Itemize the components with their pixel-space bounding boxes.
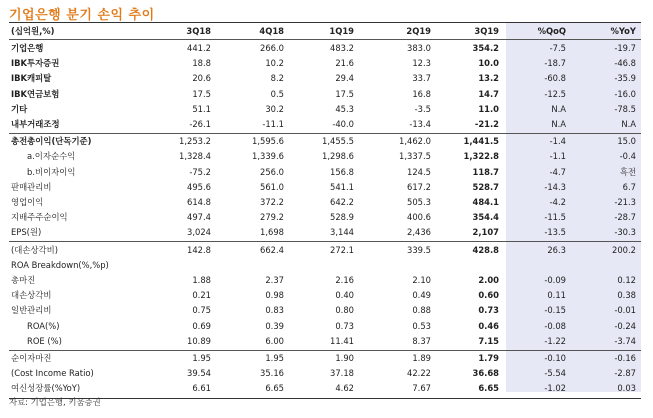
table-cell: 6.65 [478,383,499,394]
table-cell: 1.89 [412,353,431,363]
table-cell: 1,441.5 [463,136,499,147]
table-cell: 11.0 [478,103,499,114]
table-cell: -40.0 [332,119,354,129]
table-cell: 0.83 [265,305,284,316]
table-cell: 13.2 [478,73,499,84]
table-cell: -0.01 [614,305,636,316]
table-rule [9,398,641,399]
table-cell: 156.8 [330,166,354,177]
row-label: ROE (%) [27,335,62,346]
table-cell: 483.2 [330,43,354,53]
table-cell: 0.49 [412,290,431,301]
row-label: (대손상각비) [11,244,58,255]
table-cell: 495.6 [187,181,211,192]
table-cell: 8.37 [412,335,431,346]
table-cell: -7.5 [549,43,566,53]
table-cell: 528.9 [330,212,354,223]
table-cell: 441.2 [187,43,211,53]
table-cell: N.A [621,119,636,129]
row-label: 여신성장률(%YoY) [11,383,81,394]
row-label: ROA Breakdown(%,%p) [11,259,109,270]
table-cell: -4.2 [549,197,566,207]
table-cell: 400.6 [407,212,431,223]
table-cell: -35.9 [614,73,636,84]
table-cell: 1.95 [192,353,211,363]
row-label: 총전총이익(단독기준) [11,136,92,147]
table-cell: 6.65 [265,383,284,394]
table-cell: 1,337.5 [399,151,431,162]
table-cell: 15.0 [617,136,636,147]
table-cell: 0.21 [192,290,211,301]
table-cell: 142.8 [187,244,211,255]
table-cell: 0.53 [412,320,431,331]
table-cell: -0.08 [544,320,566,331]
table-cell: 3,144 [330,227,354,238]
table-cell: -5.54 [544,368,566,379]
table-cell: -13.5 [544,227,566,238]
table-cell: 37.18 [330,368,354,379]
table-cell: 1,698 [260,227,284,238]
table-cell: 1,253.2 [179,136,211,147]
table-cell: 51.1 [192,103,211,114]
source-note: 자료: 기업은행, 키움증권 [9,397,101,407]
table-cell: 662.4 [260,244,284,255]
header-unit: (십억원,%) [11,25,55,36]
table-header-row [9,24,641,38]
table-cell: 10.0 [478,58,499,69]
row-label: IBK캐피탈 [11,73,52,84]
table-cell: 1,462.0 [399,136,431,147]
row-label: 대손상각비 [11,290,52,301]
table-cell: 0.75 [192,305,211,316]
table-row [9,243,641,257]
table-cell: 279.2 [260,212,284,223]
table-cell: 642.2 [330,197,354,207]
table-row [9,381,641,395]
table-cell: 0.39 [265,320,284,331]
table-cell: 0.80 [335,305,354,316]
row-label: 총마진 [11,275,36,285]
table-cell: 428.8 [472,244,499,255]
table-cell: 2.37 [265,275,284,285]
table-cell: -18.7 [544,58,566,69]
table-row [9,273,641,287]
table-cell: 617.2 [407,181,431,192]
table-cell: 10.89 [187,335,211,346]
table-cell: 541.1 [330,181,354,192]
row-label: 판매관리비 [11,181,52,192]
table-cell: 1,298.6 [322,151,354,162]
row-label: ROA(%) [27,320,60,331]
table-cell: 1.90 [335,353,354,363]
table-cell: 30.2 [265,103,284,114]
table-cell: 12.3 [412,58,431,69]
column-header: 4Q18 [259,25,284,36]
table-row [9,41,641,55]
table-cell: 1.79 [478,353,499,363]
table-cell: 339.5 [407,244,431,255]
table-cell: 0.40 [335,290,354,301]
row-label: IBK투자증권 [11,58,60,69]
table-cell: -11.5 [544,212,566,223]
table-cell: 21.6 [335,58,354,69]
table-cell: 6.00 [265,335,284,346]
table-row [9,195,641,209]
table-cell: -0.15 [544,305,566,316]
table-row [9,165,641,179]
column-header: 3Q19 [474,25,499,36]
table-cell: 45.3 [335,103,354,114]
table-cell: 266.0 [260,43,284,53]
table-cell: 36.68 [472,368,499,379]
table-row [9,102,641,116]
row-label: (Cost Income Ratio) [11,368,94,379]
table-cell: 2.16 [335,275,354,285]
table-cell: 2,107 [472,227,499,238]
table-cell: 124.5 [407,166,431,177]
table-cell: 505.3 [407,197,431,207]
table-cell: 528.7 [472,181,499,192]
table-cell: 272.1 [330,244,354,255]
table-cell: -0.10 [544,353,566,363]
table-cell: -26.1 [189,119,211,129]
column-header: 3Q18 [186,25,211,36]
table-row [9,210,641,224]
table-cell: -3.74 [614,335,636,346]
table-cell: 7.15 [478,335,499,346]
table-cell: 383.0 [407,43,431,53]
table-cell: -0.4 [619,151,636,162]
table-cell: 16.8 [412,88,431,99]
table-cell: 0.38 [617,290,636,301]
table-cell: -13.4 [409,119,431,129]
table-cell: 1,595.6 [252,136,284,147]
table-row [9,351,641,365]
column-header: 2Q19 [406,25,431,36]
table-cell: 1,455.5 [322,136,354,147]
table-cell: N.A [551,119,566,129]
table-cell: -21.3 [614,197,636,207]
table-cell: 8.2 [270,73,284,84]
page-title: 기업은행 분기 손익 추이 [9,8,155,23]
table-row [9,180,641,194]
table-cell: 1,322.8 [463,151,499,162]
column-header: %QoQ [537,25,566,36]
table-row [9,56,641,70]
table-row [9,87,641,101]
table-cell: -16.0 [614,88,636,99]
table-cell: -1.22 [544,335,566,346]
table-cell: 0.12 [617,275,636,285]
row-label: b.비이자이익 [27,166,76,177]
table-cell: 118.7 [472,166,499,177]
column-header: %YoY [610,25,636,36]
table-cell: 0.98 [265,290,284,301]
table-cell: -1.4 [549,136,566,147]
table-cell: 흑전 [619,166,636,177]
table-cell: 39.54 [187,368,211,379]
table-cell: 0.73 [335,320,354,331]
table-row [9,366,641,380]
table-cell: -4.7 [549,166,566,177]
table-cell: -0.09 [544,275,566,285]
table-cell: 497.4 [187,212,211,223]
table-cell: 26.3 [547,244,566,255]
table-cell: 1,339.6 [252,151,284,162]
row-label: 기타 [11,103,28,114]
table-cell: -78.5 [614,103,636,114]
row-label: a.이자순수익 [27,151,76,162]
table-cell: 6.61 [192,383,211,394]
table-cell: 256.0 [260,166,284,177]
table-cell: -14.3 [544,181,566,192]
table-cell: 10.2 [265,58,284,69]
table-cell: 42.22 [407,368,431,379]
table-cell: -1.1 [549,151,566,162]
row-label: 순이자마진 [11,353,52,363]
table-cell: 2,436 [407,227,431,238]
table-cell: -60.8 [544,73,566,84]
row-label: IBK연금보험 [11,88,60,99]
table-cell: 35.16 [260,368,284,379]
table-cell: -11.1 [262,119,284,129]
table-row [9,258,641,272]
table-cell: -0.16 [614,353,636,363]
table-cell: 17.5 [192,88,211,99]
table-cell: 614.8 [187,197,211,207]
row-label: EPS(원) [11,227,42,238]
table-cell: -1.02 [544,383,566,394]
table-row [9,334,641,348]
row-label: 지배주주순이익 [11,212,68,223]
row-label: 기업은행 [11,43,44,53]
row-label: 일반관리비 [11,305,52,316]
table-row [9,149,641,163]
table-cell: 0.88 [412,305,431,316]
table-cell: 354.2 [472,43,499,53]
table-cell: -30.3 [614,227,636,238]
table-cell: -19.7 [614,43,636,53]
column-header: 1Q19 [329,25,354,36]
table-cell: 0.11 [547,290,566,301]
table-cell: 1.88 [192,275,211,285]
table-cell: -0.24 [614,320,636,331]
table-cell: 20.6 [192,73,211,84]
row-label: 영업이익 [11,197,44,207]
table-cell: -2.87 [614,368,636,379]
table-cell: 3,024 [187,227,211,238]
table-cell: -28.7 [614,212,636,223]
table-cell: 372.2 [260,197,284,207]
table-cell: 561.0 [260,181,284,192]
table-row [9,117,641,131]
table-cell: 4.62 [335,383,354,394]
table-row [9,288,641,302]
table-cell: 200.2 [612,244,636,255]
table-cell: -75.2 [189,166,211,177]
table-cell: -21.2 [474,119,499,129]
table-cell: 11.41 [330,335,354,346]
table-cell: 14.7 [478,88,499,99]
row-label: 내부거래조정 [11,119,60,129]
table-rule [9,39,641,40]
table-cell: 6.7 [622,181,636,192]
table-row [9,303,641,317]
table-cell: -12.5 [544,88,566,99]
table-row [9,71,641,85]
table-cell: 17.5 [335,88,354,99]
table-cell: 0.69 [192,320,211,331]
table-cell: 0.73 [478,305,499,316]
table-cell: -46.8 [614,58,636,69]
table-cell: 2.00 [478,275,499,285]
table-cell: 29.4 [335,73,354,84]
table-cell: 0.60 [478,290,499,301]
table-cell: N.A [551,103,566,114]
table-cell: -3.5 [414,103,431,114]
table-cell: 33.7 [412,73,431,84]
table-cell: 18.8 [192,58,211,69]
table-cell: 484.1 [472,197,499,207]
table-cell: 0.03 [617,383,636,394]
table-cell: 1.95 [265,353,284,363]
table-row [9,319,641,333]
table-row [9,134,641,148]
table-cell: 354.4 [472,212,499,223]
table-cell: 0.5 [270,88,284,99]
table-row [9,225,641,239]
table-cell: 2.10 [412,275,431,285]
table-cell: 1,328.4 [179,151,211,162]
table-cell: 0.46 [478,320,499,331]
table-cell: 7.67 [412,383,431,394]
